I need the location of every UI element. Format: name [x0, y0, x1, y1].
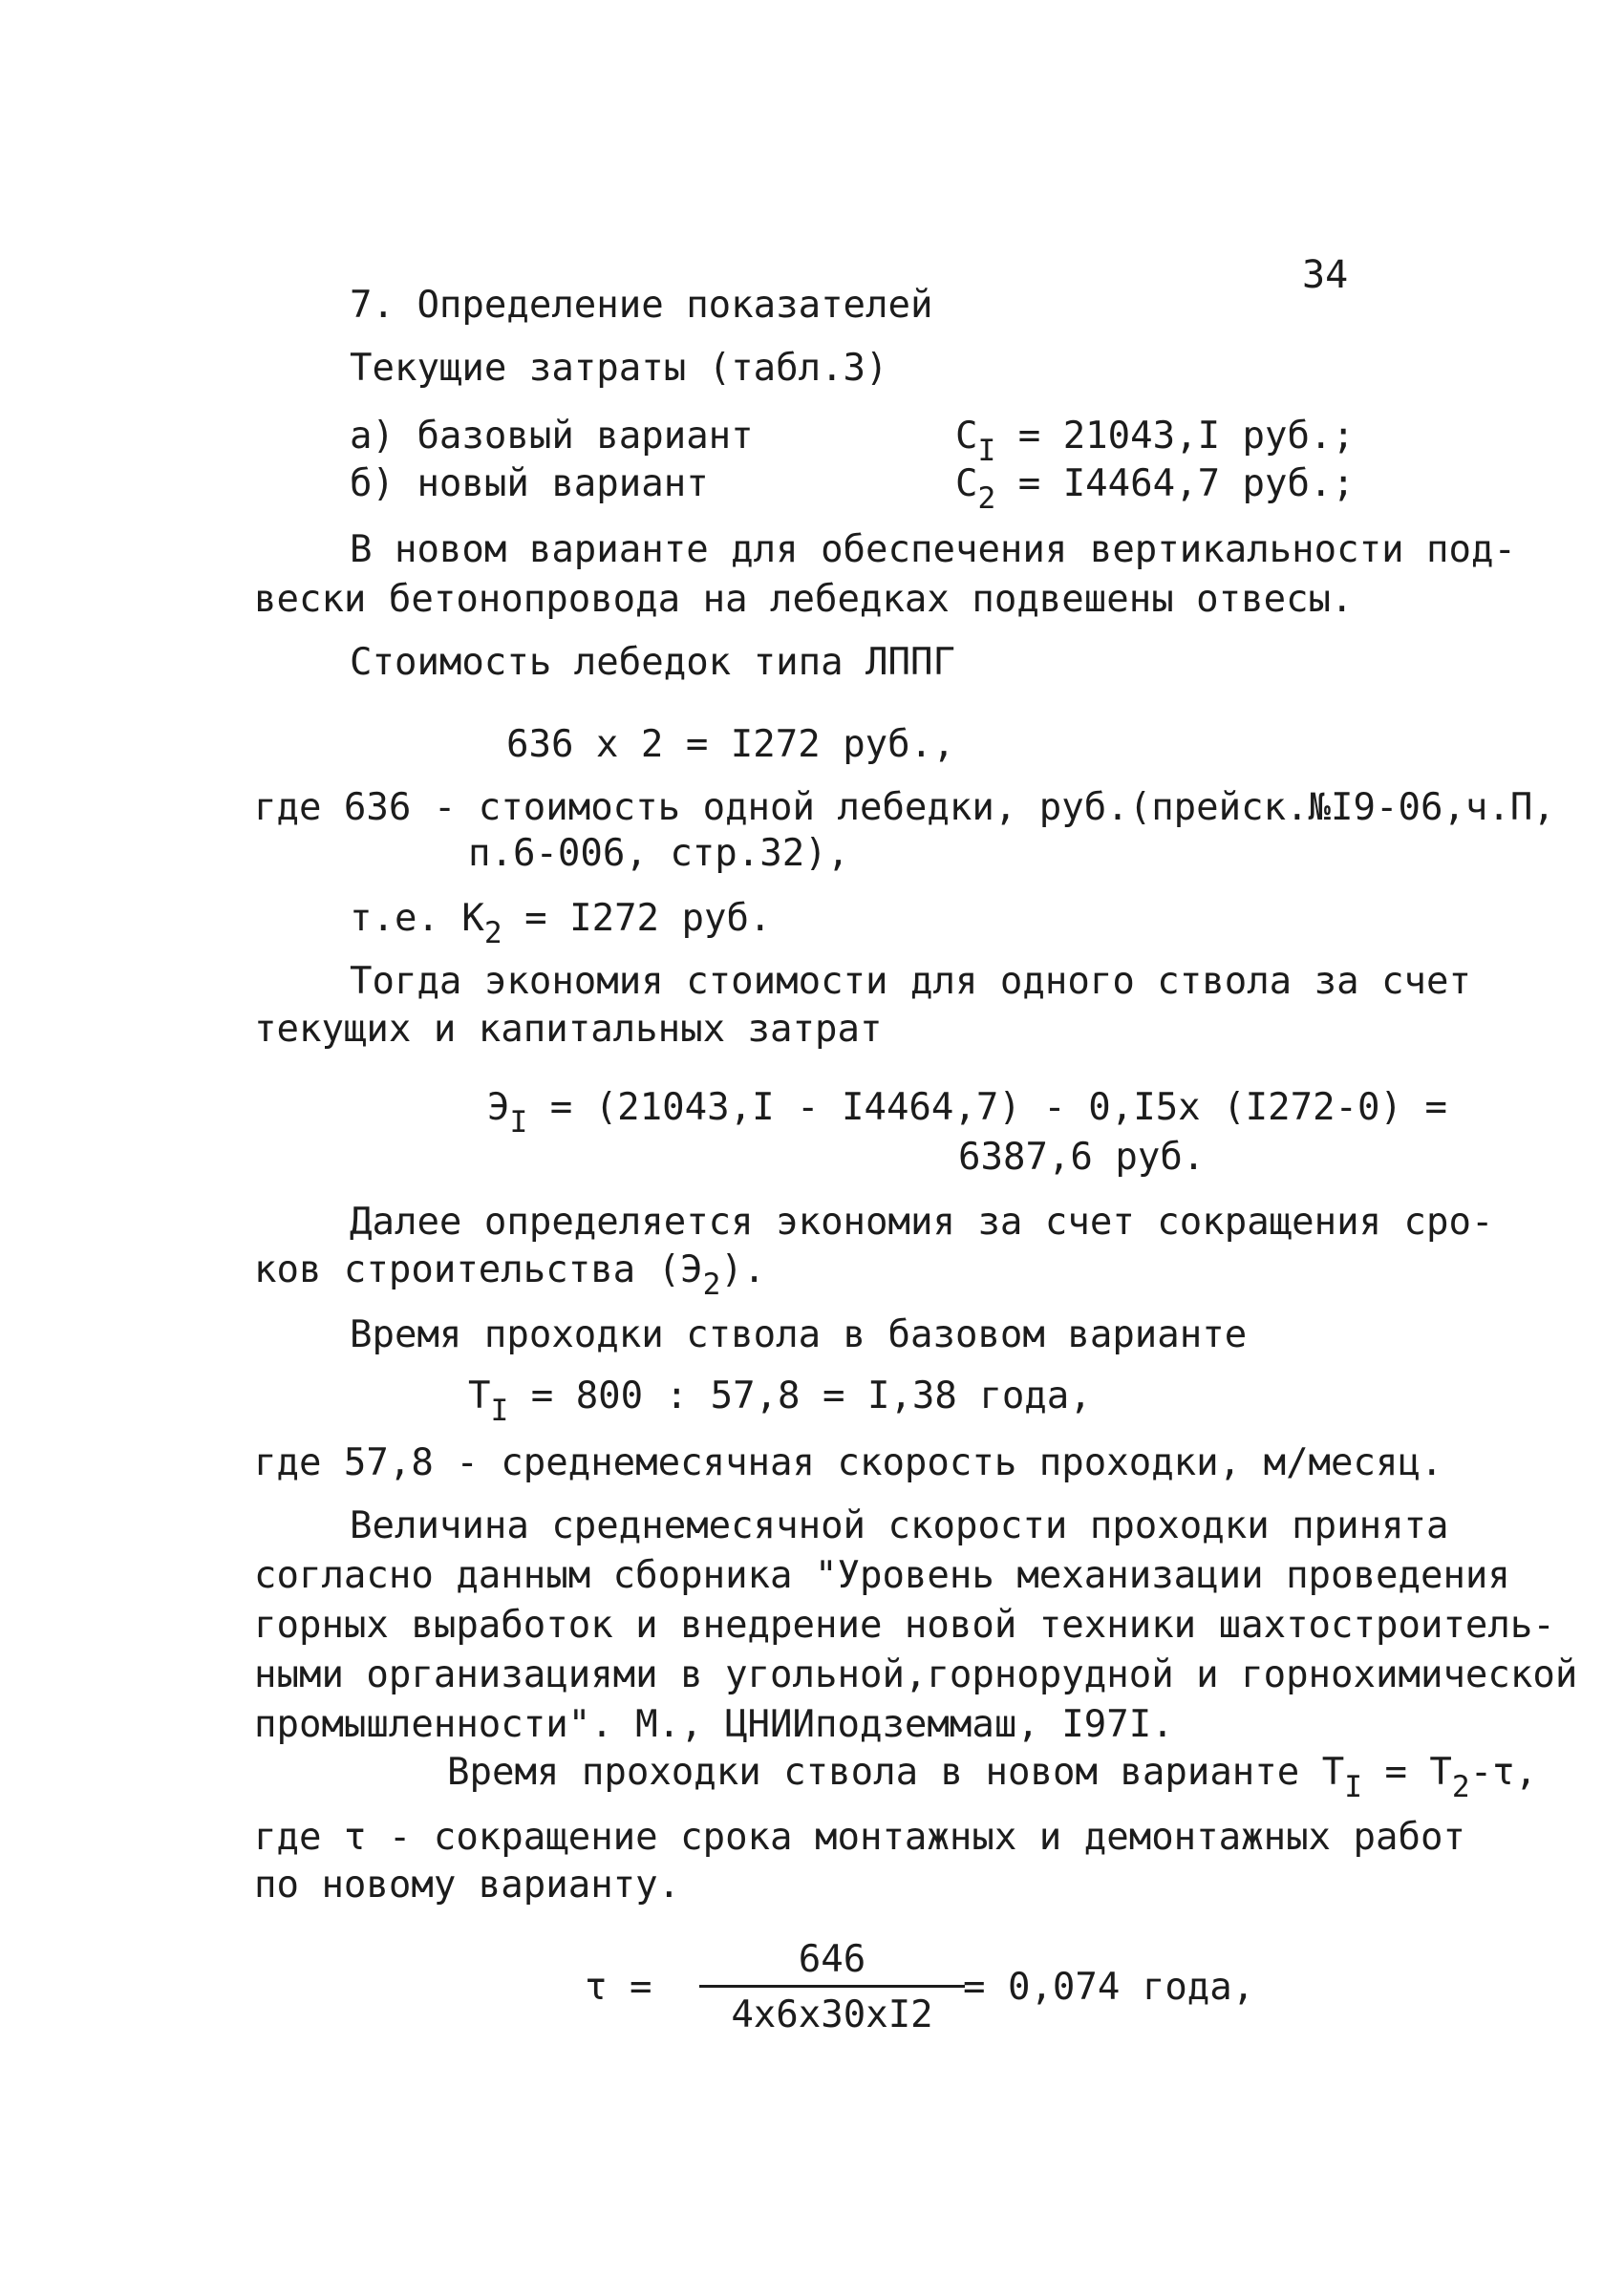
- base-time-heading: Время проходки ствола в базовом варианте: [350, 1313, 1248, 1356]
- paragraph-4-line-2: согласно данным сборника "Уровень механизации проведения: [254, 1554, 1510, 1597]
- where-3-line-2: по новому варианту.: [254, 1864, 681, 1907]
- paragraph-1-line-1: В новом варианте для обеспечения вертикальности под-: [350, 528, 1516, 571]
- fraction-bar: [699, 1985, 965, 1988]
- e1-subscript: I: [509, 1105, 528, 1140]
- paragraph-2-line-1: Тогда экономия стоимости для одного ствола за счет: [350, 960, 1471, 1003]
- where-2: где 57,8 - среднемесячная скорость проходки, м/месяц.: [254, 1441, 1443, 1484]
- page-number: 34: [1302, 253, 1349, 297]
- variant-a-formula: [955, 415, 1355, 469]
- variant-b-subscript: 2: [977, 481, 996, 517]
- variant-a-value: = 21043,I руб.;: [995, 415, 1355, 458]
- new-time-middle: = Т: [1361, 1751, 1452, 1794]
- t1-formula: [468, 1374, 1092, 1429]
- t1-symbol: Т: [468, 1374, 491, 1417]
- winch-cost-heading: Стоимость лебедок типа ЛППГ: [350, 641, 955, 684]
- paragraph-3-line-1: Далее определяется экономия за счет сокращения сро-: [350, 1201, 1494, 1244]
- where-1-line-1: где 636 - стоимость одной лебедки, руб.(прейск.№I9-06,ч.П,: [254, 786, 1555, 829]
- tau-symbol: τ =: [585, 1966, 652, 2009]
- winch-cost-formula: 636 х 2 = I272 руб.,: [506, 723, 955, 766]
- paragraph-3-subscript: 2: [702, 1268, 721, 1303]
- new-time-suffix: -τ,: [1469, 1751, 1538, 1794]
- paragraph-1-line-2: вески бетонопровода на лебедках подвешены отвесы.: [254, 578, 1354, 621]
- e1-result: 6387,6 руб.: [958, 1136, 1206, 1179]
- section-title: 7. Определение показателей: [350, 284, 933, 327]
- ie-subscript: 2: [483, 916, 502, 951]
- paragraph-2-line-2: текущих и капитальных затрат: [254, 1008, 883, 1051]
- paragraph-4-line-1: Величина среднемесячной скорости проходки принята: [350, 1504, 1449, 1547]
- new-time-subscript-1: I: [1344, 1770, 1362, 1805]
- new-time-subscript-2: 2: [1451, 1770, 1470, 1805]
- where-1-line-2: п.6-006, стр.32),: [468, 832, 850, 875]
- variant-b-symbol: C: [955, 462, 978, 505]
- e1-expression: = (21043,I - I4464,7) - 0,I5х (I272-0) =: [527, 1086, 1447, 1129]
- new-time-formula: [447, 1751, 1538, 1805]
- ie-formula: [350, 897, 772, 951]
- variant-b-value: = I4464,7 руб.;: [995, 462, 1355, 505]
- paragraph-3-line-2: [254, 1248, 766, 1303]
- variant-a-subscript: I: [977, 434, 996, 469]
- tau-fraction: [699, 1938, 965, 2036]
- variant-a-label: а) базовый вариант: [350, 415, 754, 458]
- tau-denominator: 4х6х30хI2: [731, 1993, 933, 2036]
- variant-a-symbol: C: [955, 415, 978, 458]
- t1-subscript: I: [490, 1394, 509, 1429]
- tau-result: = 0,074 года,: [963, 1966, 1255, 2009]
- ie-suffix: = I272 руб.: [502, 897, 772, 940]
- tau-numerator: 646: [798, 1938, 866, 1981]
- e1-symbol: Э: [487, 1086, 510, 1129]
- t1-expression: = 800 : 57,8 = I,38 года,: [508, 1374, 1092, 1417]
- paragraph-3-prefix: ков строительства (Э: [254, 1248, 703, 1291]
- where-3-line-1: где τ - сокращение срока монтажных и демонтажных работ: [254, 1816, 1465, 1859]
- e1-formula: [487, 1086, 1447, 1140]
- paragraph-3-suffix: ).: [720, 1248, 766, 1291]
- paragraph-4-line-5: промышленности". М., ЦНИИподземмаш, I97I.: [254, 1703, 1174, 1746]
- current-costs-heading: Текущие затраты (табл.3): [350, 347, 888, 390]
- new-time-prefix: Время проходки ствола в новом варианте Т: [447, 1751, 1345, 1794]
- paragraph-4-line-4: ными организациями в угольной,горнорудной и горнохимической: [254, 1653, 1578, 1696]
- variant-b-label: б) новый вариант: [350, 462, 709, 505]
- paragraph-4-line-3: горных выработок и внедрение новой техники шахтостроитель-: [254, 1604, 1555, 1647]
- ie-prefix: т.е. К: [350, 897, 484, 940]
- variant-b-formula: [955, 462, 1355, 517]
